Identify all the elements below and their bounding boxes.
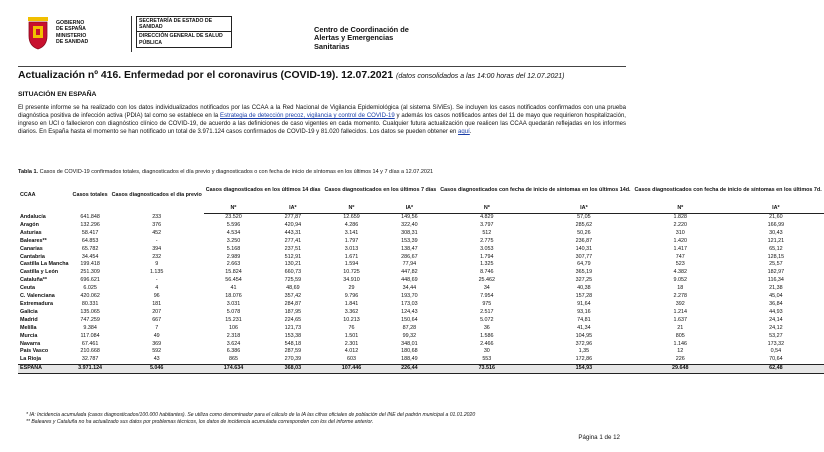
cell-n-sym-14d: 30 [483,348,490,355]
cell-n-sym-14d: 36 [438,325,535,333]
cell-ia-14d: 277,41 [284,237,302,244]
cell-ia-sym-14d: 372,96 [535,341,632,349]
cell-ia-sym-14d: 157,28 [535,293,632,301]
cell-ia-14d: 660,73 [284,269,302,276]
cell-prev-day: 7 [110,325,204,333]
cell-n-7d: 1.501 [344,332,359,339]
cell-ia-14d: 121,73 [263,325,322,333]
cell-n-sym-7d: 2.220 [673,221,688,228]
cell-n-14d: 56.454 [204,277,263,285]
cell-n-14d: 15.824 [225,269,242,276]
cell-ia-sym-14d: 93,16 [535,309,632,317]
strategy-link[interactable]: Estrategia de detección precoz, vigilancia y control de COVID-19 [220,113,395,120]
cell-n-7d: 603 [323,356,381,364]
cell-ia-sym-14d: 91,64 [577,300,591,307]
cell-n-sym-7d: 4.382 [673,269,688,276]
cell-n-sym-14d: 5.072 [480,316,494,323]
cell-total-cases: 6.025 [83,285,97,292]
cell-n-sym-7d: 12 [677,348,684,355]
table-row [18,356,824,364]
cell-n-14d: 23.520 [204,214,263,222]
cell-n-14d: 18.076 [204,293,263,301]
cell-n-14d: 3.624 [204,341,263,349]
sub-ia: IA* [535,203,632,214]
cell-ia-7d: 322,40 [401,221,418,228]
total-ia-sym-14d: 154,93 [535,365,632,374]
cell-ia-7d: 308,31 [380,230,438,238]
cell-prev-day: 394 [110,246,204,254]
caption-label: Tabla 1. [18,169,39,175]
cell-total-cases: 696.621 [71,277,110,285]
cell-ia-sym-7d: 30,43 [728,230,824,238]
cell-ia-7d: 193,70 [380,293,438,301]
cell-ia-sym-7d: 21,38 [769,285,783,292]
cell-n-7d: 1.841 [344,300,359,307]
total-n-sym-7d: 29.648 [632,365,728,374]
cell-ia-7d: 87,28 [380,325,438,333]
cell-ia-sym-7d: 24,14 [769,316,783,323]
table-row [18,293,824,301]
section-title: SITUACIÓN EN ESPAÑA [18,91,97,98]
cell-total-cases: 132.296 [80,221,100,228]
cell-ia-sym-14d: 365,19 [575,269,593,276]
cell-ia-sym-14d: 307,77 [575,253,593,260]
cell-n-sym-7d: 523 [632,261,728,269]
total-n-sym-14d: 73.516 [438,365,535,374]
cell-n-14d: 2.318 [226,332,241,339]
cell-prev-day: 233 [110,214,204,222]
table-row [18,222,824,230]
cell-ia-14d: 153,38 [284,332,302,339]
cell-ia-sym-14d: 172,86 [535,356,632,364]
cell-n-14d: 3.031 [226,300,241,307]
cell-ia-14d: 548,18 [263,341,322,349]
gov-line-2: DE ESPAÑA [56,26,86,33]
para-text-1: El presente informe se ha realizado con los datos individualizados notificados por las CCAA a la Red Nacional de Vigilancia Epidemiológica (al sistema SiViEs). Se incluyen los casos notificados confirmados con una prueba diagnóstica positiva de infección activa (PDIA) tal como se establece en la [18,105,626,120]
footnote-baleares-cataluna: ** Baleares y Cataluña no ha actualizado sus datos por problemas técnicos, los datos de incidencia acumulada corresponden con los del informe anterior. [26,418,374,425]
cell-ia-7d: 124,43 [380,309,438,317]
cell-n-sym-7d: 226 [632,356,728,364]
cell-n-sym-14d: 975 [482,300,492,307]
cell-ia-sym-7d: 44,93 [728,309,824,317]
cell-ia-sym-7d: 116,34 [728,277,824,285]
cell-n-14d: 15.231 [225,316,242,323]
cell-ia-14d: 284,87 [284,300,302,307]
cell-n-14d: 6.386 [226,348,241,355]
table-row [18,277,824,285]
cell-prev-day: - [110,277,204,285]
centre-name [314,26,409,51]
cell-ia-sym-14d: 74,81 [577,316,591,323]
cell-n-sym-7d: 1.828 [632,214,728,222]
cell-n-sym-7d: 2.278 [632,293,728,301]
gov-line-3: MINISTERIO [56,32,87,39]
cell-n-7d: 9.796 [323,293,381,301]
cell-n-sym-14d: 1.794 [480,253,494,260]
cell-n-sym-7d: 9.052 [632,277,728,285]
cell-n-sym-7d: 18 [677,285,684,292]
cell-total-cases: 117.084 [80,332,100,339]
cell-prev-day: 1.135 [149,269,164,276]
col-total: Casos totales [72,192,108,199]
total-ia-14d: 368,03 [263,365,322,374]
cell-n-7d: 12.659 [323,214,381,222]
cell-ia-sym-14d: 41,34 [535,325,632,333]
cell-ia-7d: 448,69 [380,277,438,285]
cell-n-7d: 4.012 [344,348,359,355]
cell-ia-14d: 270,39 [263,356,322,364]
cell-n-7d: 76 [323,325,381,333]
cell-total-cases: 420.062 [71,293,110,301]
cell-prev-day: 376 [152,221,162,228]
cell-ia-14d: 277,87 [263,214,322,222]
centre-line-1: Centro de Coordinación de [314,25,409,34]
cell-ia-sym-7d: 53,27 [769,332,783,339]
cell-ia-7d: 173,03 [401,300,418,307]
cell-prev-day: 49 [153,332,160,339]
cell-total-cases: 34.454 [81,253,99,260]
cell-ia-7d: 34,44 [402,285,417,292]
cell-ia-7d: 180,68 [401,348,418,355]
total-ia-7d: 226,44 [380,365,438,374]
table-row [18,230,824,238]
cell-ccaa-name: País Vasco [20,348,49,355]
cell-total-cases: 210.668 [80,348,100,355]
secretariat-box [136,16,232,48]
cell-ia-14d: 420,94 [284,221,302,228]
cell-ia-14d: 443,31 [263,230,322,238]
cell-ia-sym-14d: 64,79 [535,261,632,269]
cell-ccaa-name: Castilla y León [20,269,59,276]
sub-ia: IA* [380,203,438,214]
cell-n-7d: 10.213 [343,316,360,323]
cell-ia-7d: 153,39 [401,237,418,244]
cell-n-14d: 106 [204,325,263,333]
page-number: Página 1 de 12 [578,434,620,441]
report-title-main: Actualización nº 416. Enfermedad por el coronavirus (COVID-19). 12.07.2021 [18,70,394,81]
cell-n-7d: 3.141 [323,230,381,238]
cell-n-14d: 865 [204,356,263,364]
cell-n-sym-14d: 512 [438,230,535,238]
cell-ia-14d: 237,51 [263,246,322,254]
cell-n-7d: 2.301 [323,341,381,349]
cell-n-7d: 10.725 [343,269,360,276]
table-row [18,309,824,317]
total-total-cases: 3.971.124 [71,365,110,374]
cell-n-sym-14d: 1.586 [480,332,494,339]
col-symptoms-14d: Casos diagnosticados con fecha de inicio de síntomas en los últimos 14d. [440,187,631,193]
col-14-days: Casos diagnosticados en los últimos 14 días [205,187,321,193]
cell-prev-day: 667 [152,316,162,323]
government-label [56,20,88,45]
cell-total-cases: 64.853 [81,237,99,244]
cell-n-sym-7d: 1.214 [632,309,728,317]
coat-of-arms-icon [26,16,50,50]
cell-n-sym-14d: 25.462 [438,277,535,285]
cell-n-sym-7d: 1.420 [673,237,688,244]
cell-n-sym-14d: 3.053 [438,246,535,254]
cell-n-sym-7d: 21 [632,325,728,333]
gov-line-1: GOBIERNO [56,20,85,26]
col-7-days: Casos diagnosticados en los últimos 7 días [324,187,437,193]
cell-total-cases: 135.065 [71,309,110,317]
cell-ccaa-name: Baleares** [20,237,47,244]
cell-total-cases: 80.331 [81,300,99,307]
cell-n-sym-14d: 1.325 [438,261,535,269]
cell-total-cases: 67.461 [71,341,110,349]
table-row [18,285,824,293]
cell-n-sym-14d: 553 [438,356,535,364]
cell-total-cases: 58.417 [71,230,110,238]
cell-ia-14d: 187,95 [263,309,322,317]
header-rule [18,66,626,67]
cell-ia-7d: 348,01 [380,341,438,349]
table-header-row [18,177,824,203]
cell-prev-day: 592 [152,348,162,355]
cell-ia-14d: 48,69 [286,285,300,292]
gov-line-4: DE SANIDAD [56,38,89,45]
cell-ccaa-name: Asturias [18,230,71,238]
sub-ia: IA* [263,203,322,214]
cell-ia-sym-7d: 36,84 [769,300,783,307]
sub-ia: IA* [728,203,824,214]
cell-ia-sym-7d: 25,57 [728,261,824,269]
cell-ia-7d: 99,32 [402,332,417,339]
cell-n-sym-14d: 2.517 [438,309,535,317]
cell-prev-day: 43 [110,356,204,364]
cell-n-sym-14d: 3.797 [480,221,494,228]
cell-ia-14d: 357,42 [263,293,322,301]
cell-n-14d: 2.989 [226,253,241,260]
cell-prev-day: 232 [152,253,162,260]
cell-n-sym-14d: 2.775 [480,237,494,244]
cell-ia-sym-14d: 140,31 [535,246,632,254]
cell-n-sym-14d: 2.466 [438,341,535,349]
cell-total-cases: 65.782 [71,246,110,254]
cases-table [18,177,824,374]
total-ia-sym-7d: 62,48 [728,365,824,374]
report-title-sub: (datos consolidados a las 14:00 horas del 12.07.2021) [396,73,565,80]
cell-ia-7d: 77,94 [380,261,438,269]
cell-ia-sym-7d: 65,12 [728,246,824,254]
cell-n-sym-7d: 747 [675,253,685,260]
table-row [18,348,824,356]
sub-n: Nº [632,203,728,214]
total-n-14d: 174.634 [204,365,263,374]
cell-prev-day: 207 [110,309,204,317]
col-symptoms-7d: Casos diagnosticados con fecha de inicio de síntomas en los últimos 7d. [634,187,822,193]
cell-n-sym-7d: 1.637 [673,316,688,323]
cell-ia-7d: 138,47 [380,246,438,254]
cell-ia-7d: 188,49 [380,356,438,364]
cell-ccaa-name: Aragón [20,221,39,228]
table-row [18,269,824,277]
caption-text: Casos de COVID-19 confirmados totales, diagnosticados el día previo y diagnosticados o con fecha de inicio de síntomas en los últimos 14 y 7 días a 12.07.2021 [38,169,434,175]
cell-prev-day: 4 [155,285,159,292]
cell-ia-sym-7d: 21,60 [728,214,824,222]
cell-ia-sym-7d: 128,15 [767,253,785,260]
cell-n-14d: 2.663 [204,261,263,269]
sub-n: Nº [438,203,535,214]
cell-n-7d: 1.594 [323,261,381,269]
cell-prev-day: 9 [110,261,204,269]
report-title [18,70,565,81]
cell-ccaa-name: La Rioja [18,356,71,364]
cell-ia-sym-14d: 236,87 [575,237,593,244]
secretariat-label: SECRETARÍA DE ESTADO DE SANIDAD [137,17,231,32]
cell-ia-7d: 286,67 [401,253,418,260]
centre-line-2: Alertas y Emergencias [314,33,394,43]
cell-ccaa-name: Canarias [18,246,71,254]
cell-ccaa-name: C. Valenciana [18,293,71,301]
cell-prev-day: 369 [110,341,204,349]
table-row [18,333,824,341]
cell-ccaa-name: Galicia [18,309,71,317]
table-total-row [18,365,824,374]
table-row [18,238,824,246]
cell-ia-sym-14d: 104,95 [575,332,593,339]
cell-ia-sym-7d: 166,99 [767,221,785,228]
cell-total-cases: 251.309 [80,269,100,276]
table-row [18,246,824,254]
col-ccaa: CCAA [20,192,36,199]
table-caption [18,169,433,175]
cell-ccaa-name: Extremadura [20,300,53,307]
cell-ia-sym-7d: 24,12 [728,325,824,333]
centre-line-3: Sanitarias [314,41,350,51]
cell-n-sym-7d: 805 [675,332,685,339]
directorate-label: DIRECCIÓN GENERAL DE SALUD PÚBLICA [139,33,223,46]
cell-n-7d: 4.286 [344,221,359,228]
cell-ia-7d: 150,64 [401,316,418,323]
cell-ccaa-name: Navarra [18,341,71,349]
total-ccaa-name: ESPAÑA [18,365,71,374]
table-row [18,341,824,349]
cell-ccaa-name: Cantabria [20,253,45,260]
cell-ia-sym-7d: 182,97 [767,269,785,276]
table-row [18,254,824,262]
total-n-7d: 107.446 [323,365,381,374]
cell-ia-sym-14d: 57,05 [535,214,632,222]
cell-prev-day: 452 [110,230,204,238]
cell-n-7d: 1.797 [344,237,359,244]
cell-n-14d: 5.596 [226,221,241,228]
col-prev-day: Casos diagnosticados el día previo [111,192,202,199]
document-header [18,12,626,58]
cell-ia-sym-14d: 40,38 [577,285,591,292]
cell-total-cases: 641.848 [71,214,110,222]
cell-n-7d: 34.910 [323,277,381,285]
cell-ccaa-name: Madrid [20,316,38,323]
cell-ia-sym-14d: 327,25 [535,277,632,285]
table-row [18,214,824,222]
cell-ia-7d: 447,82 [401,269,418,276]
cell-prev-day: - [155,237,158,244]
cell-ia-14d: 224,65 [284,316,302,323]
para-text-3: . [469,129,472,136]
cell-prev-day: 181 [152,300,162,307]
cell-n-14d: 5.078 [204,309,263,317]
cell-ccaa-name: Andalucía [18,214,71,222]
intro-paragraph [18,104,626,136]
cell-ia-14d: 287,59 [284,348,302,355]
cell-ccaa-name: Melilla [18,325,71,333]
cell-n-sym-14d: 8.746 [480,269,494,276]
cell-total-cases: 32.787 [71,356,110,364]
cell-n-sym-7d: 1.417 [632,246,728,254]
cell-ia-7d: 149,56 [380,214,438,222]
cell-ia-sym-14d: 285,62 [575,221,593,228]
cell-ia-sym-14d: 1,35 [578,348,590,355]
cell-ia-sym-7d: 45,04 [728,293,824,301]
table-row [18,261,824,269]
table-row [18,301,824,309]
data-link[interactable]: aquí [458,129,470,136]
cell-ccaa-name: Ceuta [20,285,35,292]
footnotes [26,412,475,425]
table-row [18,317,824,325]
cell-n-sym-14d: 34 [483,285,490,292]
cell-n-7d: 1.671 [344,253,359,260]
cell-n-sym-14d: 7.954 [438,293,535,301]
cell-n-sym-7d: 1.146 [632,341,728,349]
cell-n-7d: 29 [348,285,355,292]
cell-n-14d: 41 [230,285,237,292]
cell-n-14d: 3.250 [226,237,241,244]
cell-ia-sym-14d: 50,26 [535,230,632,238]
cell-n-sym-7d: 392 [675,300,685,307]
cell-total-cases: 747.259 [80,316,100,323]
cell-ia-sym-7d: 173,32 [728,341,824,349]
cell-total-cases: 199.418 [71,261,110,269]
cell-ccaa-name: Castilla La Mancha [20,261,69,268]
total-prev-day: 5.046 [110,365,204,374]
cell-n-sym-7d: 310 [632,230,728,238]
cell-ia-sym-7d: 70,64 [728,356,824,364]
cell-ccaa-name: Murcia [20,332,38,339]
cell-ccaa-name: Cataluña** [18,277,71,285]
cell-n-7d: 3.362 [323,309,381,317]
sub-n: Nº [204,203,263,214]
cell-ia-sym-7d: 121,21 [767,237,785,244]
header-divider [131,16,132,52]
cell-ia-14d: 130,21 [263,261,322,269]
cell-ia-14d: 512,91 [284,253,302,260]
sub-n: Nº [323,203,381,214]
cell-n-7d: 3.013 [323,246,381,254]
para-text-2: y además los casos notificados antes del 11 de mayo que requirieron hospitalización, ingreso en UCI o fallecieron con diagnóstico clínico de COVID-19, de acuerdo a las definiciones de caso vigentes en cada momento. Cualquier futura actualización que realicen las CCAA quedarán reflejadas en los informes diarios. En España hasta el momento se han notificado un total de 3.971.124 casos confirmados de COVID-19 y 81.020 fallecidos. Los datos se pueden obtener en [18,113,626,136]
cell-total-cases: 9.384 [71,325,110,333]
cell-prev-day: 96 [110,293,204,301]
cell-ia-sym-7d: 0,54 [770,348,782,355]
cell-n-sym-14d: 4.829 [438,214,535,222]
cell-ia-14d: 725,59 [263,277,322,285]
footnote-ia: * IA: Incidencia acumulada (casos diagnosticados/100.000 habitantes). Se utiliza como denominador para el cálculo de la IA las cifras oficiales de población del INE del padrón municipal a 01.01.2020 [26,412,476,418]
table-row [18,325,824,333]
cell-n-14d: 4.534 [204,230,263,238]
cell-n-14d: 5.168 [204,246,263,254]
